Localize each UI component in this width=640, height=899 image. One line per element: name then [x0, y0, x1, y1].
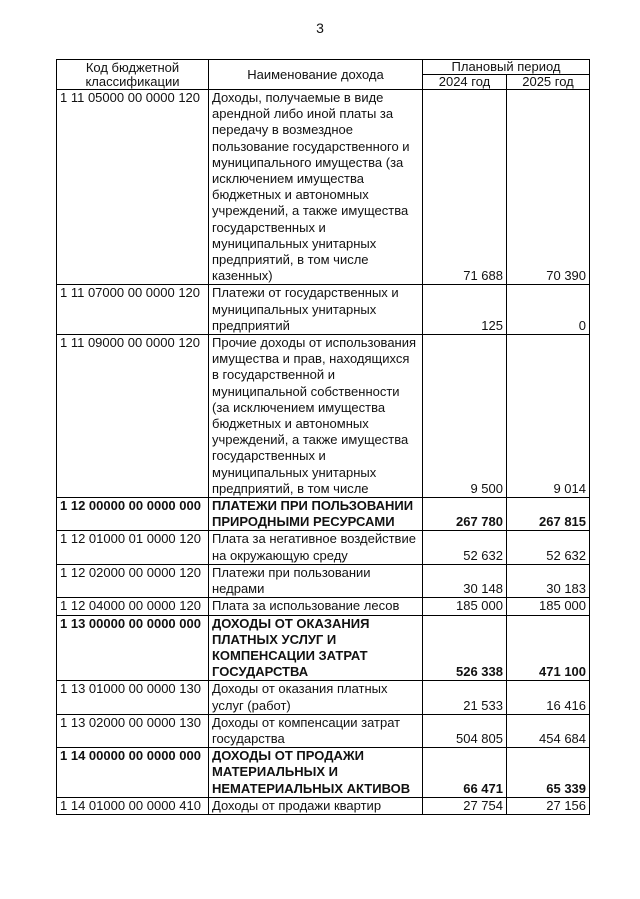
- row-value-2024: 504 805: [423, 714, 507, 747]
- row-name: Доходы, получаемые в виде арендной либо иной платы за передачу в возмездное пользование государственного и муниципального имущества (за исключением имущества бюджетных и автономных учреждений, а также имущества государственных и муниципальных унитарных предприятий, в том числе казенных): [209, 90, 423, 285]
- row-code: 1 11 05000 00 0000 120: [57, 90, 209, 285]
- row-code: 1 12 00000 00 0000 000: [57, 498, 209, 531]
- row-name: Плата за использование лесов: [209, 598, 423, 615]
- row-value-2024: 30 148: [423, 564, 507, 597]
- row-value-2025: 454 684: [507, 714, 590, 747]
- row-code: 1 11 09000 00 0000 120: [57, 335, 209, 498]
- row-code: 1 11 07000 00 0000 120: [57, 285, 209, 335]
- row-value-2024: 71 688: [423, 90, 507, 285]
- row-value-2025: 267 815: [507, 498, 590, 531]
- table-row: [57, 498, 590, 531]
- row-name: Доходы от оказания платных услуг (работ): [209, 681, 423, 714]
- table-row: [57, 797, 590, 814]
- row-value-2025: 9 014: [507, 335, 590, 498]
- row-name: Платежи при пользовании недрами: [209, 564, 423, 597]
- header-2025: 2025 год: [507, 75, 590, 90]
- revenue-table: [56, 59, 590, 815]
- table-row: [57, 714, 590, 747]
- row-name: Платежи от государственных и муниципальных унитарных предприятий: [209, 285, 423, 335]
- row-code: 1 13 00000 00 0000 000: [57, 615, 209, 681]
- row-name: Доходы от компенсации затрат государства: [209, 714, 423, 747]
- row-value-2024: 185 000: [423, 598, 507, 615]
- header-code: Код бюджетной классификации: [57, 60, 209, 90]
- table-row: [57, 681, 590, 714]
- row-value-2024: 267 780: [423, 498, 507, 531]
- row-code: 1 12 02000 00 0000 120: [57, 564, 209, 597]
- row-value-2024: 66 471: [423, 748, 507, 798]
- row-code: 1 12 01000 01 0000 120: [57, 531, 209, 564]
- table-row: [57, 531, 590, 564]
- row-code: 1 13 01000 00 0000 130: [57, 681, 209, 714]
- table-row: [57, 598, 590, 615]
- page-number: 3: [316, 20, 324, 36]
- row-value-2024: 9 500: [423, 335, 507, 498]
- table-row: [57, 564, 590, 597]
- header-period: Плановый период: [423, 60, 590, 75]
- row-code: 1 14 01000 00 0000 410: [57, 797, 209, 814]
- row-name: ДОХОДЫ ОТ ОКАЗАНИЯ ПЛАТНЫХ УСЛУГ И КОМПЕНСАЦИИ ЗАТРАТ ГОСУДАРСТВА: [209, 615, 423, 681]
- table-body: [57, 90, 590, 815]
- row-name: Доходы от продажи квартир: [209, 797, 423, 814]
- row-value-2024: 21 533: [423, 681, 507, 714]
- header-name: Наименование дохода: [209, 60, 423, 90]
- table-row: [57, 90, 590, 285]
- row-value-2024: 52 632: [423, 531, 507, 564]
- table-row: [57, 615, 590, 681]
- row-value-2025: 52 632: [507, 531, 590, 564]
- row-value-2025: 27 156: [507, 797, 590, 814]
- row-value-2024: 526 338: [423, 615, 507, 681]
- row-value-2025: 0: [507, 285, 590, 335]
- table-row: [57, 335, 590, 498]
- table-row: [57, 285, 590, 335]
- row-value-2025: 30 183: [507, 564, 590, 597]
- row-value-2024: 125: [423, 285, 507, 335]
- row-code: 1 12 04000 00 0000 120: [57, 598, 209, 615]
- row-value-2025: 70 390: [507, 90, 590, 285]
- row-name: ДОХОДЫ ОТ ПРОДАЖИ МАТЕРИАЛЬНЫХ И НЕМАТЕРИАЛЬНЫХ АКТИВОВ: [209, 748, 423, 798]
- row-value-2024: 27 754: [423, 797, 507, 814]
- row-code: 1 14 00000 00 0000 000: [57, 748, 209, 798]
- table-row: [57, 748, 590, 798]
- row-code: 1 13 02000 00 0000 130: [57, 714, 209, 747]
- row-value-2025: 185 000: [507, 598, 590, 615]
- row-name: Плата за негативное воздействие на окружающую среду: [209, 531, 423, 564]
- row-name: ПЛАТЕЖИ ПРИ ПОЛЬЗОВАНИИ ПРИРОДНЫМИ РЕСУРСАМИ: [209, 498, 423, 531]
- header-2024: 2024 год: [423, 75, 507, 90]
- row-value-2025: 65 339: [507, 748, 590, 798]
- row-value-2025: 471 100: [507, 615, 590, 681]
- row-value-2025: 16 416: [507, 681, 590, 714]
- row-name: Прочие доходы от использования имущества и прав, находящихся в государственной и муниципальной собственности (за исключением имущества бюджетных и автономных учреждений, а также имущества государственных и муниципальных унитарных предприятий, в том числе: [209, 335, 423, 498]
